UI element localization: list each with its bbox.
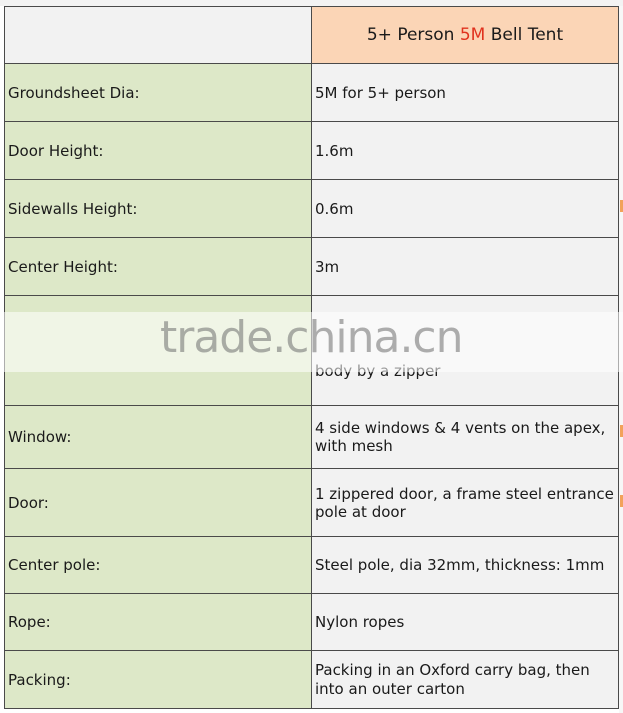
table-row [5,406,619,469]
table-row [5,64,619,122]
title-suffix: Bell Tent [485,25,564,45]
table-row [5,238,619,296]
row-label: Packing: [5,651,312,709]
title-accent: 5M [459,25,486,45]
row-label: Center pole: [5,537,312,594]
watermark-text: trade.china.cn [160,312,463,363]
row-label: Sidewalls Height: [5,180,312,238]
row-value: 5M for 5+ person [312,64,619,122]
row-value: 4 side windows & 4 vents on the apex, with mesh [312,406,619,469]
table-row [5,469,619,537]
product-title [312,7,619,64]
row-value: 1.6m [312,122,619,180]
row-label: Rope: [5,594,312,651]
row-label: Door: [5,469,312,537]
header-corner-cell [5,7,312,64]
table-row [5,122,619,180]
row-label: Groundsheet Dia: [5,64,312,122]
row-label: Door Height: [5,122,312,180]
table-row [5,180,619,238]
row-value: Steel pole, dia 32mm, thickness: 1mm [312,537,619,594]
row-value: 3m [312,238,619,296]
row-label: Center Height: [5,238,312,296]
row-value: Nylon ropes [312,594,619,651]
row-value: 1 zippered door, a frame steel entrance pole at door [312,469,619,537]
row-value: Packing in an Oxford carry bag, then into an outer carton [312,651,619,709]
title-prefix: 5+ Person [366,25,460,45]
table-header-row [5,7,619,64]
table-row [5,594,619,651]
row-label: Window: [5,406,312,469]
table-row [5,651,619,709]
table-row [5,537,619,594]
row-value: 0.6m [312,180,619,238]
